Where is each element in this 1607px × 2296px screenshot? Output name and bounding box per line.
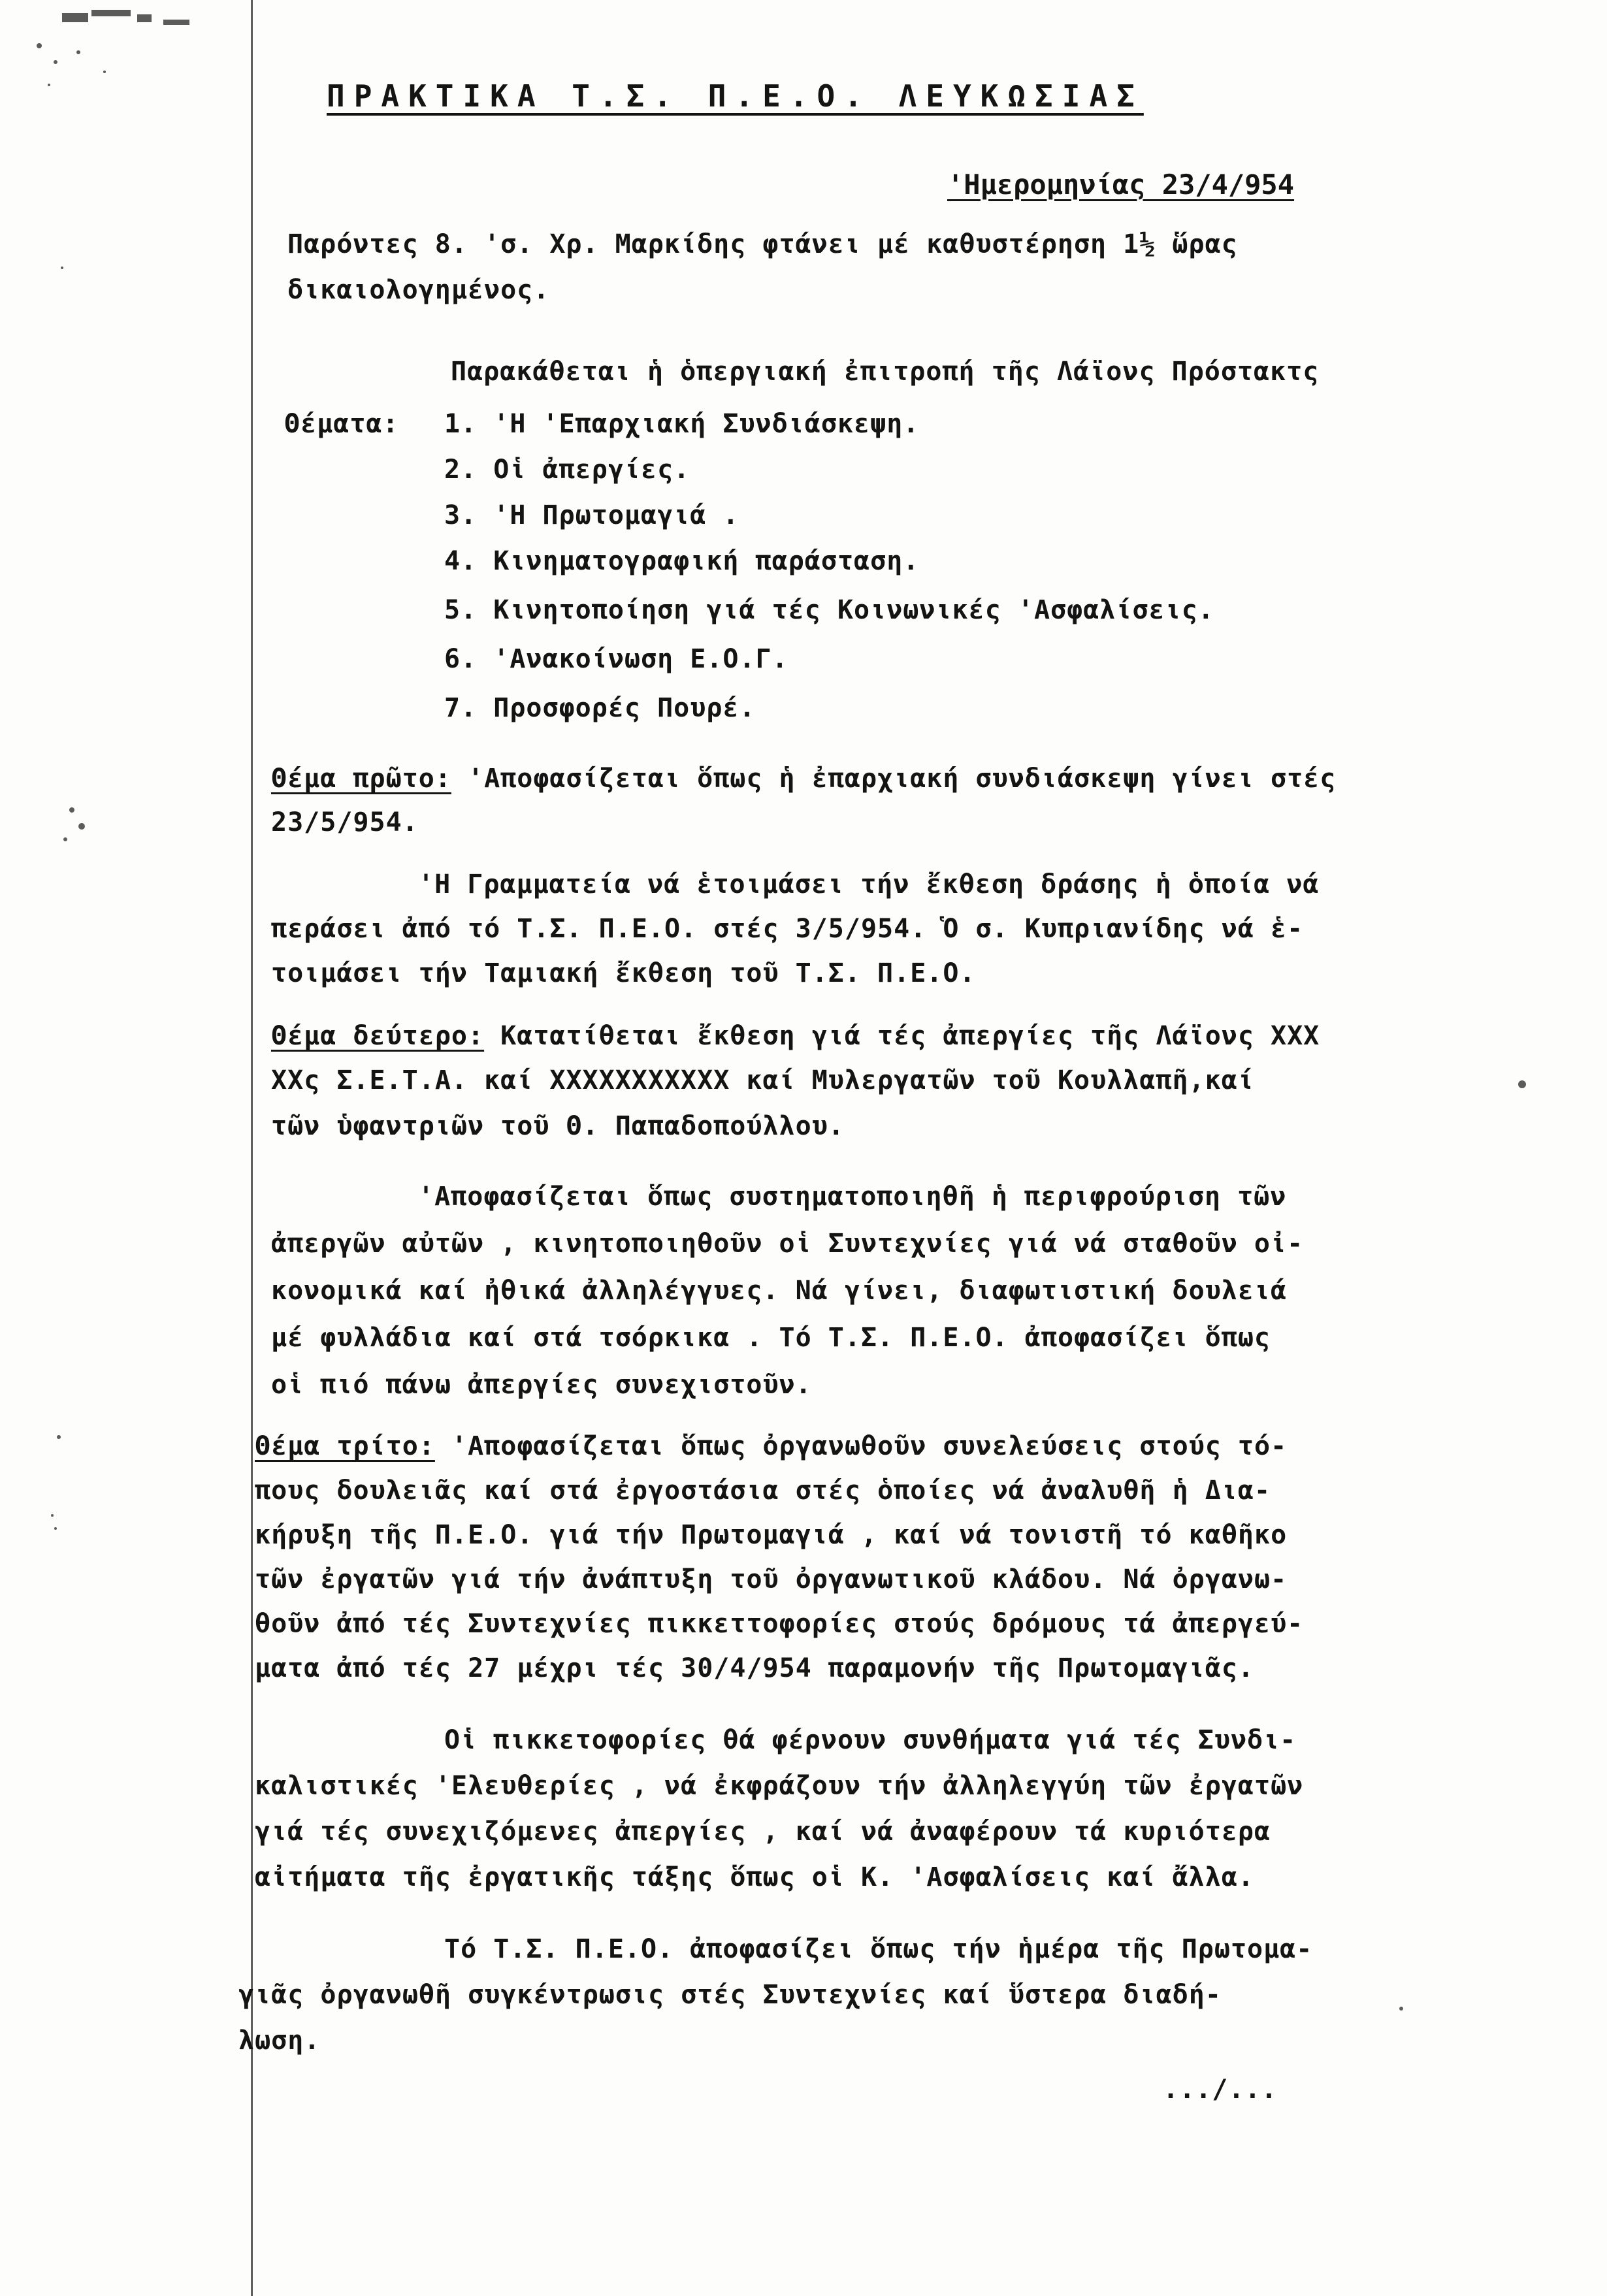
document-title: ΠΡΑΚΤΙΚΑ Τ.Σ. Π.Ε.Ο. ΛΕΥΚΩΣΙΑΣ (327, 78, 1144, 114)
agenda-item-5: 5. Κινητοποίηση γιά τές Κοινωνικές 'Ασφαλίσεις. (444, 595, 1214, 625)
topic-2-heading: Θέμα δεύτερο: (271, 1021, 485, 1051)
topic-3-para2-line-1: Οἱ πικκετοφορίες θά φέρνουν συνθήματα γιά τές Συνδι- (444, 1725, 1297, 1755)
topic-2-text-3: τῶν ὑφαντριῶν τοῦ Θ. Παπαδοπούλλου. (271, 1111, 845, 1141)
topic-3-para2-line-2: καλιστικές 'Ελευθερίες , νά ἐκφράζουν τήν ἀλληλεγγύη τῶν ἐργατῶν (255, 1771, 1304, 1801)
topic-3-text-2: πους δουλειᾶς καί στά ἐργοστάσια στές ὁποίες νά ἀναλυθῆ ἡ Δια- (255, 1476, 1271, 1506)
topic-3 (255, 1431, 1287, 1462)
topic-3-text-3: κήρυξη τῆς Π.Ε.Ο. γιά τήν Πρωτομαγιά , καί νά τονιστῆ τό καθῆκο (255, 1520, 1288, 1550)
agenda-item-7: 7. Προσφορές Πουρέ. (444, 693, 756, 723)
topic-3-para3-line-3: λωση. (238, 2026, 321, 2056)
topic-3-text-6: ματα ἀπό τές 27 μέχρι τές 30/4/954 παραμονήν τῆς Πρωτομαγιᾶς. (255, 1653, 1255, 1683)
continuation-mark: .../... (1163, 2075, 1278, 2105)
agenda-item-6: 6. 'Ανακοίνωση Ε.Ο.Γ. (444, 644, 788, 674)
attendance-line-1: Παρόντες 8. 'σ. Χρ. Μαρκίδης φτάνει μέ καθυστέρηση 1½ ὥρας (287, 229, 1238, 259)
topic-3-text-5: θοῦν ἀπό τές Συντεχνίες πικκεττοφορίες στούς δρόμους τά ἀπεργεύ- (255, 1609, 1304, 1639)
topic-1-heading: Θέμα πρῶτο: (271, 764, 451, 794)
topic-3-text-4: τῶν ἐργατῶν γιά τήν ἀνάπτυξη τοῦ ὀργανωτικοῦ κλάδου. Νά ὀργανω- (255, 1564, 1288, 1594)
document-date: 'Ημερομηνίας 23/4/954 (947, 169, 1295, 201)
topic-2-text-1: Κατατίθεται ἔκθεση γιά τές ἀπεργίες τῆς Λάϊονς ΧΧΧ (484, 1021, 1320, 1051)
topic-3-para3-line-1: Τό Τ.Σ. Π.Ε.Ο. ἀποφασίζει ὅπως τήν ἡμέρα τῆς Πρωτομα- (444, 1934, 1313, 1964)
agenda-item-1: 1. 'Η 'Επαρχιακή Συνδιάσκεψη. (444, 409, 920, 439)
topic-3-text-1: 'Αποφασίζεται ὅπως ὀργανωθοῦν συνελεύσεις στούς τό- (434, 1431, 1288, 1461)
topic-3-para2-line-3: γιά τές συνεχιζόμενες ἀπεργίες , καί νά ἀναφέρουν τά κυριότερα (255, 1817, 1271, 1847)
topic-1-text-2: 23/5/954. (271, 807, 419, 837)
presiding-line: Παρακάθεται ἡ ὁπεργιακή ἐπιτροπή τῆς Λάϊονς Πρόστακτς (451, 357, 1320, 387)
topic-2-para2-line-2: ἀπεργῶν αὐτῶν , κινητοποιηθοῦν οἱ Συντεχνίες γιά νά σταθοῦν οἰ- (271, 1229, 1304, 1259)
topic-3-para3-line-2: γιᾶς ὀργανωθῆ συγκέντρωσις στές Συντεχνίες καί ὕστερα διαδή- (238, 1980, 1222, 2010)
topic-1-para2-line-1: 'Η Γραμματεία νά ἑτοιμάσει τήν ἔκθεση δράσης ἡ ὁποία νά (418, 869, 1320, 899)
agenda-item-3: 3. 'Η Πρωτομαγιά . (444, 500, 739, 530)
agenda-label: Θέματα: (284, 409, 399, 439)
topic-2-para2-line-4: μέ φυλλάδια καί στά τσόρκικα . Τό Τ.Σ. Π.Ε.Ο. ἀποφασίζει ὅπως (271, 1323, 1271, 1353)
topic-1-text-1: 'Αποφασίζεται ὅπως ἡ ἐπαρχιακή συνδιάσκεψη γίνει στές (451, 764, 1337, 794)
attendance-line-2: δικαιολογημένος. (287, 275, 550, 305)
topic-2-text-2: ΧΧς Σ.Ε.Τ.Α. καί ΧΧΧΧΧΧΧΧΧΧΧ καί Μυλεργατῶν τοῦ Κουλλαπῆ,καί (271, 1065, 1254, 1095)
topic-3-para2-line-4: αἰτήματα τῆς ἐργατικῆς τάξης ὅπως οἱ Κ. 'Ασφαλίσεις καί ἄλλα. (255, 1862, 1255, 1892)
topic-3-heading: Θέμα τρίτο: (255, 1431, 435, 1461)
agenda-item-4: 4. Κινηματογραφική παράσταση. (444, 546, 920, 576)
topic-1-para2-line-3: τοιμάσει τήν Ταμιακή ἔκθεση τοῦ Τ.Σ. Π.Ε.Ο. (271, 958, 976, 988)
topic-2 (271, 1020, 1320, 1052)
topic-2-para2-line-5: οἱ πιό πάνω ἀπεργίες συνεχιστοῦν. (271, 1370, 812, 1400)
margin-rule (251, 0, 253, 2296)
topic-1-para2-line-2: περάσει ἀπό τό Τ.Σ. Π.Ε.Ο. στές 3/5/954. Ὁ σ. Κυπριανίδης νά ἑ- (271, 914, 1304, 944)
topic-2-para2-line-3: κονομικά καί ἠθικά ἀλληλέγγυες. Νά γίνει, διαφωτιστική δουλειά (271, 1276, 1288, 1306)
topic-2-para2-line-1: 'Αποφασίζεται ὅπως συστηματοποιηθῆ ἡ περιφρούριση τῶν (418, 1182, 1287, 1212)
agenda-item-2: 2. Οἱ ἀπεργίες. (444, 455, 690, 485)
topic-1 (271, 763, 1336, 794)
